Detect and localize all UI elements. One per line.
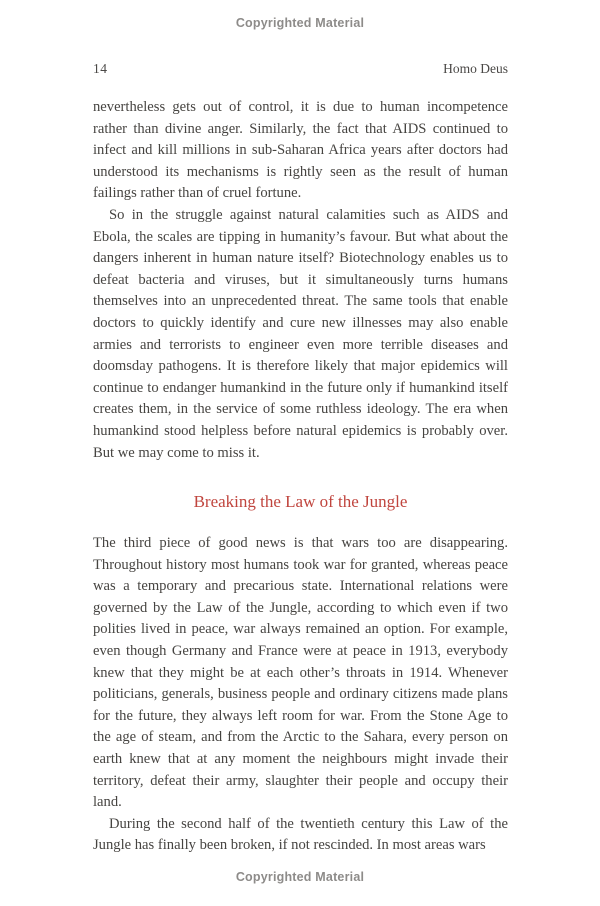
page-number: 14: [93, 61, 108, 76]
body-paragraph: During the second half of the twentieth century this Law of the Jungle has finally been broken, if not rescinded. In most areas wars: [93, 815, 508, 854]
body-paragraph: So in the struggle against natural calamities such as AIDS and Ebola, the scales are tipping in humanity’s favour. But what about the dangers inherent in human nature itself? Biotechnology enables us to defeat bacteria and viruses, but it simultaneously turns humans themselves into an unprecedented threat. The same tools that enable doctors to quickly identify and cure new illnesses may also enable armies and terrorists to engineer even more terrible diseases and doomsday pathogens. It is therefore likely that major epidemics will continue to endanger humankind in the future only if humankind itself creates them, in the service of some ruthless ideology. The era when humankind stood helpless before natural epidemics is probably over. But we may come to miss it.: [93, 206, 508, 461]
copyright-notice-bottom: Copyrighted Material: [235, 870, 365, 884]
body-paragraph: nevertheless gets out of control, it is due to human incompetence rather than divine anger. Similarly, the fact that AIDS continued to infect and kill millions in sub-Saharan Africa years after doctors had understood its mechanisms is rightly seen as the result of human failings rather than of cruel fortune.: [93, 99, 508, 202]
body-paragraph: The third piece of good news is that wars too are disappearing. Throughout history most humans took war for granted, whereas peace was a temporary and precarious state. International relations were governed by the Law of the Jungle, according to which even if two polities lived in peace, war always remained an option. For example, even though Germany and France were at peace in 1913, everybody knew that they might be at each other’s throats in 1914. Whenever politicians, generals, business people and ordinary citizens made plans for the future, they always left room for war. From the Stone Age to the age of steam, and from the Arctic to the Sahara, every person on earth knew that at any moment the neighbours might invade their territory, defeat their army, slaughter their people and occupy their land.: [93, 535, 508, 811]
body-text-block: [93, 97, 508, 857]
book-title: Homo Deus: [443, 61, 508, 76]
running-header: [93, 61, 508, 77]
copyright-notice-top: Copyrighted Material: [235, 16, 365, 30]
section-heading: Breaking the Law of the Jungle: [193, 492, 408, 512]
